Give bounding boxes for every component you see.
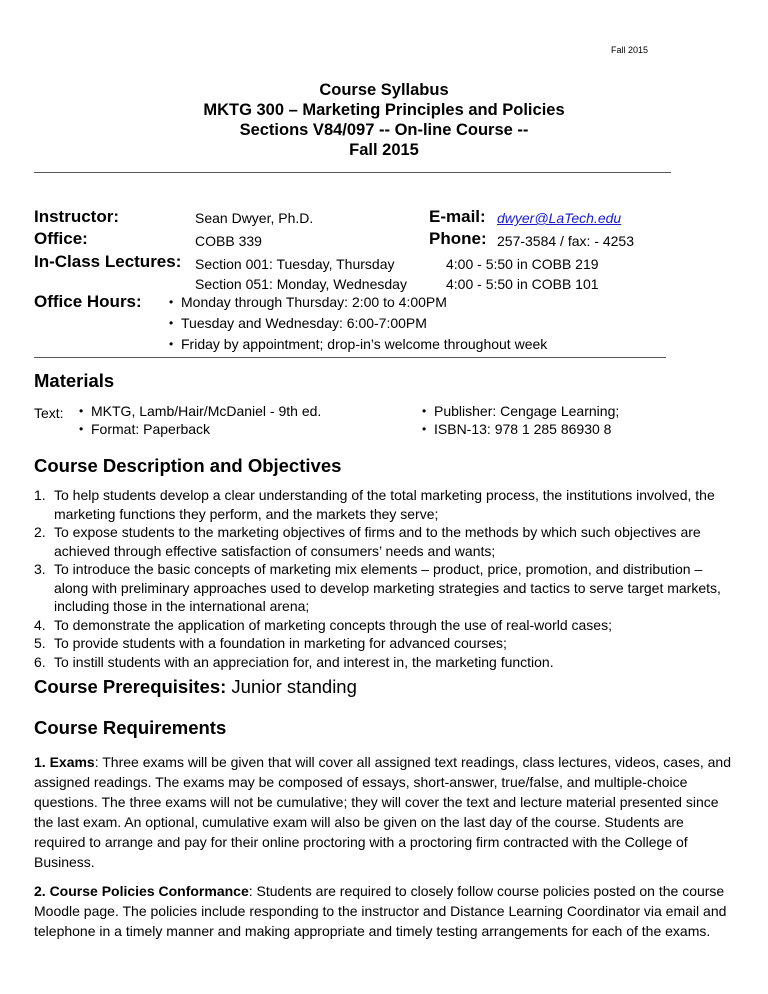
phone-value: 257-3584 / fax: - 4253 (497, 233, 634, 249)
office-label: Office: (34, 229, 88, 248)
instructor-value: Sean Dwyer, Ph.D. (195, 210, 314, 226)
lectures-label: In-Class Lectures: (34, 252, 182, 271)
office-hours-item: • Monday through Thursday: 2:00 to 4:00PM (169, 292, 547, 313)
materials-right-list (422, 402, 619, 438)
phone-label: Phone: (429, 229, 487, 248)
policies-title: 2. Course Policies Conformance (34, 883, 249, 899)
objective-item: 6. To instill students with an appreciation for, and interest in, the marketing function. (34, 653, 554, 670)
office-hours-item: • Tuesday and Wednesday: 6:00-7:00PM (169, 313, 547, 334)
title-line-2: MKTG 300 – Marketing Principles and Policies (203, 101, 565, 119)
lecture-2-section: Section 051: Monday, Wednesday (195, 276, 407, 292)
objectives-list (34, 486, 734, 671)
exams-title: 1. Exams (34, 754, 95, 770)
semester-tag: Fall 2015 (610, 45, 648, 55)
lecture-2-time: 4:00 - 5:50 in COBB 101 (446, 276, 599, 292)
materials-item: • MKTG, Lamb/Hair/McDaniel - 9th ed. (79, 402, 321, 420)
office-hours-list (169, 292, 547, 355)
objective-item: 1. To help students develop a clear understanding of the total marketing process, the institutions involved, the marketing functions they perform, and the markets they serve; (34, 487, 715, 522)
policies-paragraph: 2. Course Policies Conformance: Students are required to closely follow course policies posted on the course Moodle page. The policies include responding to the instructor and Distance Learning Coordinator via email and telephone in a timely manner and making appropriate and timely testing arrangements for each of the exams. (34, 883, 727, 939)
lecture-1-time: 4:00 - 5:50 in COBB 219 (446, 256, 599, 272)
instructor-label: Instructor: (34, 207, 119, 226)
title-line-1: Course Syllabus (319, 81, 449, 99)
prereq-heading: Course Prerequisites: Junior standing (34, 676, 357, 697)
title-line-3: Sections V84/097 -- On-line Course -- (239, 121, 529, 139)
requirements-heading: Course Requirements (34, 717, 227, 738)
objective-item: 4. To demonstrate the application of marketing concepts through the use of real-world cases; (34, 616, 612, 633)
lecture-1-section: Section 001: Tuesday, Thursday (195, 256, 395, 272)
office-hours-item: • Friday by appointment; drop-in’s welcome throughout week (169, 334, 547, 355)
objective-item: 3. To introduce the basic concepts of marketing mix elements – product, price, promotion, and distribution – along with preliminary approaches used to develop marketing strategies and tactics to serve target markets, including those in the international arena; (34, 561, 721, 614)
materials-item: • Format: Paperback (79, 420, 321, 438)
title-line-4: Fall 2015 (349, 141, 419, 159)
materials-item: • Publisher: Cengage Learning; (422, 402, 619, 420)
office-hours-label: Office Hours: (34, 292, 142, 311)
exams-paragraph: 1. Exams: Three exams will be given that will cover all assigned text readings, class lectures, videos, cases, and assigned readings. The exams may be composed of essays, short-answer, true/false, and multiple-choice questions. The three exams will not be cumulative; they will cover the text and lecture material presented since the last exam. An optional, cumulative exam will also be given on the last day of the course. Students are required to arrange and pay for their online proctoring with a proctoring firm contracted with the College of Business. (34, 754, 731, 870)
office-value: COBB 339 (195, 233, 262, 249)
divider-bottom (34, 357, 666, 358)
email-link[interactable]: dwyer@LaTech.edu (497, 210, 622, 226)
materials-heading: Materials (34, 370, 115, 391)
materials-left-list (79, 402, 321, 438)
description-heading: Course Description and Objectives (34, 455, 342, 476)
prereq-value: Junior standing (231, 676, 357, 697)
materials-item: • ISBN-13: 978 1 285 86930 8 (422, 420, 619, 438)
email-label: E-mail: (429, 207, 486, 226)
divider-top (34, 172, 671, 173)
objective-item: 2. To expose students to the marketing objectives of firms and to the methods by which such objectives are achieved through effective satisfaction of consumers’ needs and wants; (34, 524, 701, 559)
objective-item: 5. To provide students with a foundation in marketing for advanced courses; (34, 635, 507, 651)
text-label: Text: (34, 405, 64, 421)
title-block (0, 80, 768, 160)
